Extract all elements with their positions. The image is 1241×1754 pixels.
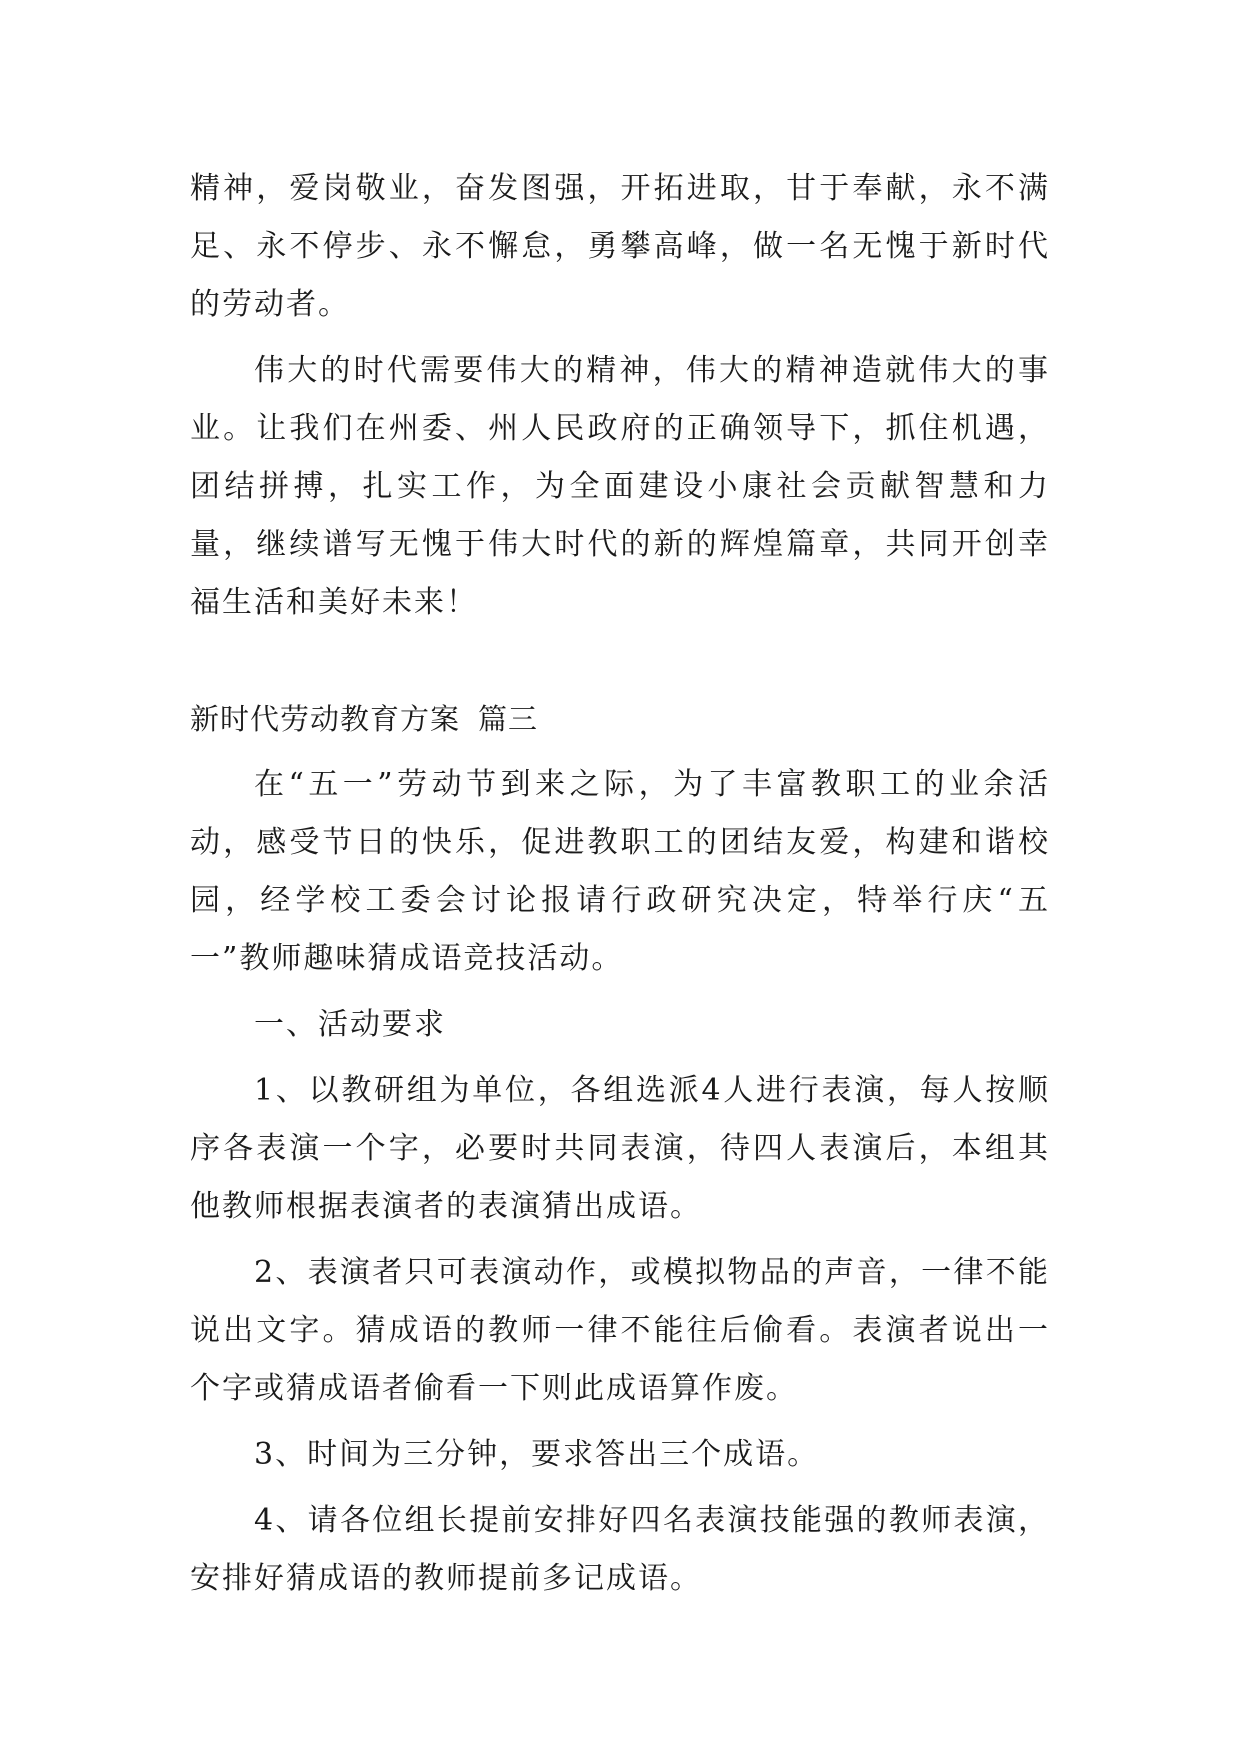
document-page (190, 160, 1050, 1608)
section-part-label: 篇三 (478, 702, 539, 736)
paragraph-continuation: 精神，爱岗敬业，奋发图强，开拓进取，甘于奉献，永不满足、永不停步、永不懈怠，勇攀高峰，做一名无愧于新时代的劳动者。 (190, 171, 1050, 322)
rule-item-2: 2、表演者只可表演动作，或模拟物品的声音，一律不能说出文字。猜成语的教师一律不能往后偷看。表演者说出一个字或猜成语者偷看一下则此成语算作废。 (190, 1255, 1050, 1406)
rule-item-3: 3、时间为三分钟，要求答出三个成语。 (254, 1437, 820, 1472)
subheading-activity-requirements: 一、活动要求 (254, 1007, 446, 1042)
section-heading (190, 690, 1050, 748)
rule-item-4: 4、请各位组长提前安排好四名表演技能强的教师表演，安排好猜成语的教师提前多记成语。 (190, 1503, 1050, 1596)
section-title: 新时代劳动教育方案 (190, 702, 461, 736)
rule-item-1: 1、以教研组为单位，各组选派4人进行表演，每人按顺序各表演一个字，必要时共同表演，待四人表演后，本组其他教师根据表演者的表演猜出成语。 (190, 1073, 1050, 1224)
paragraph-closing: 伟大的时代需要伟大的精神，伟大的精神造就伟大的事业。让我们在州委、州人民政府的正确领导下，抓住机遇，团结拼搏，扎实工作，为全面建设小康社会贡献智慧和力量，继续谱写无愧于伟大时代的新的辉煌篇章，共同开创幸福生活和美好未来！ (190, 353, 1050, 620)
paragraph-intro: 在“五一”劳动节到来之际，为了丰富教职工的业余活动，感受节日的快乐，促进教职工的团结友爱，构建和谐校园，经学校工委会讨论报请行政研究决定，特举行庆“五一”教师趣味猜成语竞技活动。 (190, 767, 1050, 976)
